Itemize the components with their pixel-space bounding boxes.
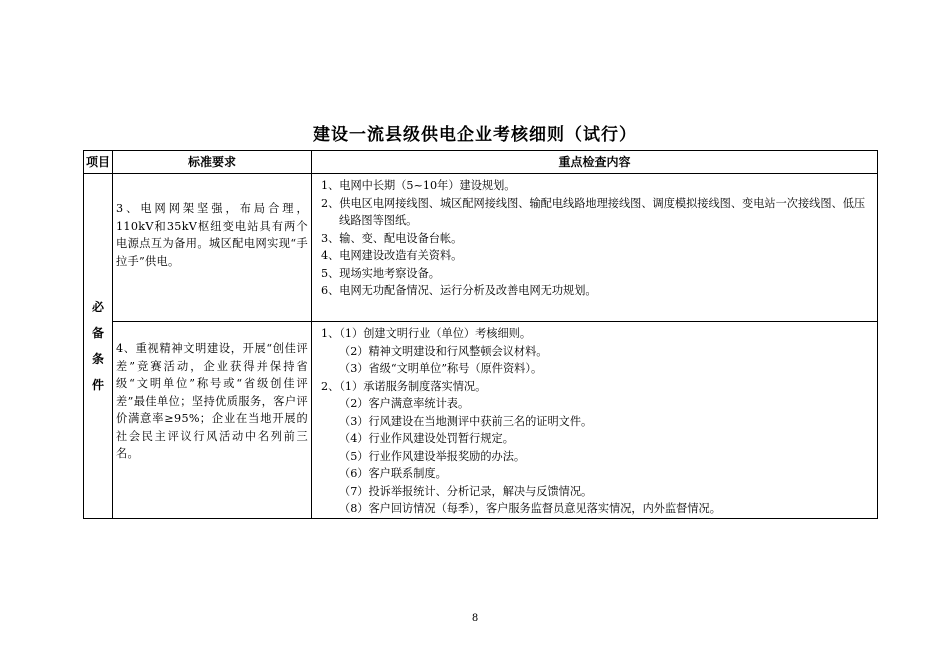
standard-cell — [113, 174, 312, 322]
check-list — [312, 174, 877, 300]
document-title: 建设一流县级供电企业考核细则（试行） — [313, 125, 637, 145]
category-cell — [84, 174, 113, 519]
header-item: 项目 — [84, 151, 113, 174]
check-item: 6、电网无功配备情况、运行分析及改善电网无功规划。 — [321, 284, 597, 297]
standard-text: 3、电网网架坚强，布局合理，110kV和35kV枢纽变电站具有两个电源点互为备用。城区配电网实现“手拉手”供电。 — [116, 202, 308, 268]
category-char: 条 — [91, 351, 104, 366]
check-item: 2、供电区电网接线图、城区配网接线图、输配电线路地理接线图、调度模拟接线图、变电站一次接线图、低压线路图等图纸。 — [321, 196, 866, 227]
check-item: 2、（1）承诺服务制度落实情况。 — [321, 379, 487, 393]
category-char: 必 — [91, 299, 104, 314]
header-check: 重点检查内容 — [312, 151, 878, 174]
table-row — [84, 322, 878, 519]
check-item: （7）投诉举报统计、分析记录，解决与反馈情况。 — [339, 484, 593, 498]
check-item: 3、输、变、配电设备台帐。 — [321, 231, 463, 245]
category-char: 件 — [91, 377, 104, 392]
page-number: 8 — [471, 613, 479, 624]
check-cell — [312, 174, 878, 322]
check-item: （3）省级“文明单位”称号（原件资料）。 — [339, 362, 543, 375]
standard-text: 4、重视精神文明建设，开展“创佳评差”竞赛活动，企业获得并保持省级“文明单位”称号或“省级创佳评差”最佳单位；坚持优质服务，客户评价满意率≥95%；企业在当地开展的社会民主评议行风活动中名列前三名。 — [116, 342, 308, 460]
table-header-row — [84, 151, 878, 174]
check-item: （4）行业作风建设处罚暂行规定。 — [339, 432, 514, 445]
check-item: 5、现场实地考察设备。 — [321, 266, 440, 280]
check-list — [312, 322, 877, 518]
assessment-table — [83, 150, 878, 519]
check-item: （5）行业作风建设举报奖励的办法。 — [339, 449, 526, 463]
check-item: （2）精神文明建设和行风整顿会议材料。 — [339, 344, 548, 358]
check-cell — [312, 322, 878, 519]
check-item: （3）行风建设在当地测评中获前三名的证明文件。 — [339, 414, 593, 428]
category-char: 备 — [91, 325, 104, 340]
table-row — [84, 174, 878, 322]
check-item: 1、（1）创建文明行业（单位）考核细则。 — [321, 327, 532, 340]
header-standard: 标准要求 — [113, 151, 312, 174]
check-item: 4、电网建设改造有关资料。 — [321, 249, 463, 262]
check-item: （2）客户满意率统计表。 — [339, 397, 470, 410]
check-item: （8）客户回访情况（每季），客户服务监督员意见落实情况，内外监督情况。 — [339, 502, 721, 515]
standard-cell — [113, 322, 312, 519]
check-item: 1、电网中长期（5~10年）建设规划。 — [321, 179, 516, 192]
check-item: （6）客户联系制度。 — [339, 467, 447, 480]
